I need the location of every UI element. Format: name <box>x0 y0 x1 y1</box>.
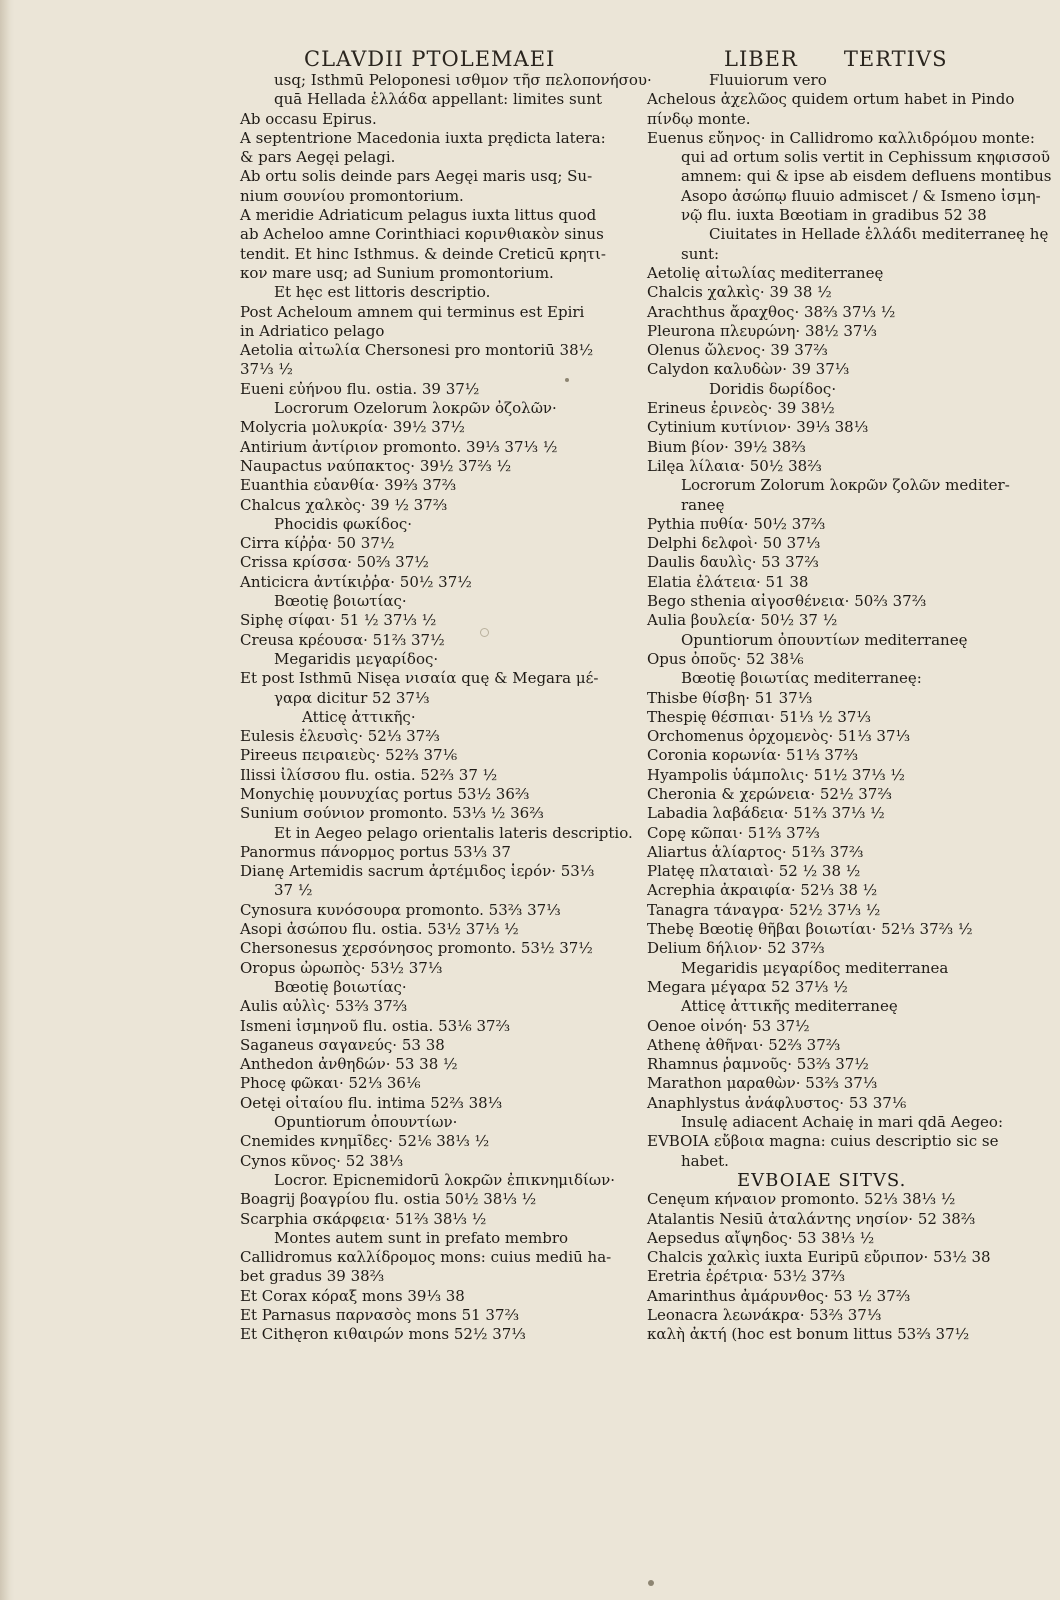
left-running-head: CLAVDII PTOLEMAEI <box>304 47 556 71</box>
left-text-line: Panormus πάνορμος portus 53⅓ 37 <box>240 842 511 861</box>
left-text-line: Dianę Artemidis sacrum ἀρτέμιδος ἱερόν· 53⅓ <box>240 862 595 881</box>
right-text-line: Eretria ἐρέτρια· 53½ 37⅔ <box>647 1267 846 1286</box>
left-text-line: Megaridis μεγαρίδος· <box>274 649 439 668</box>
right-text-line: Labadia λαβάδεια· 51⅔ 37⅓ ½ <box>647 804 885 823</box>
right-text-line: Insulę adiacent Achaię in mari qdā Aegeo: <box>681 1113 1004 1132</box>
left-text-line: Siphę σίφαι· 51 ½ 37⅓ ½ <box>240 611 437 630</box>
left-text-line: A septentrione Macedonia iuxta prędicta latera: <box>240 128 606 147</box>
right-text-line: Acrephia ἀκραιφία· 52⅓ 38 ½ <box>647 881 878 900</box>
left-text-line: Bœotię βοιωτίας· <box>274 977 407 996</box>
ink-dot <box>565 378 569 382</box>
left-text-line: Anticicra ἀντίκιῤῥα· 50½ 37½ <box>240 572 472 591</box>
left-text-line: Oetęi οἰταίου flu. intima 52⅔ 38⅓ <box>240 1093 503 1112</box>
right-text-line: Athenę ἀθῆναι· 52⅔ 37⅔ <box>647 1035 841 1054</box>
right-text-line: Bœotię βοιωτίας mediterraneę: <box>681 669 922 688</box>
right-text-line: Orchomenus ὀρχομενὸς· 51⅓ 37⅓ <box>647 727 911 746</box>
right-text-line: Aulia βουλεία· 50½ 37 ½ <box>647 611 838 630</box>
right-text-line: Pleurona πλευρώνη· 38½ 37⅓ <box>647 321 877 340</box>
left-text-line: Chalcus χαλκὸς· 39 ½ 37⅔ <box>240 495 448 514</box>
right-text-column <box>647 71 1052 1345</box>
left-text-line: Sunium σούνιον promonto. 53⅓ ½ 36⅔ <box>240 804 544 823</box>
left-text-line: Euanthia εὐανθία· 39⅔ 37⅔ <box>240 476 457 495</box>
left-text-line: Chersonesus χερσόνησος promonto. 53½ 37½ <box>240 939 593 958</box>
ink-ring <box>480 628 489 637</box>
right-text-line: Euenus εὔηνος· in Callidromo καλλιδρόμου monte: <box>647 128 1035 147</box>
right-text-line: EVBOIAE SITVS. <box>737 1169 907 1191</box>
left-text-line: Ilissi ἰλίσσου flu. ostia. 52⅔ 37 ½ <box>240 765 498 784</box>
right-text-line: Bego sthenia αἰγοσθένεια· 50⅔ 37⅔ <box>647 592 927 611</box>
right-text-line: Atticę ἀττικῆς mediterraneę <box>681 997 898 1016</box>
left-text-line: Et in Aegeo pelago orientalis lateris descriptio. <box>274 823 633 842</box>
right-text-line: Aepsedus αἴψηδος· 53 38⅓ ½ <box>647 1228 875 1247</box>
left-text-line: Ab ortu solis deinde pars Aegęi maris usq; Su- <box>240 167 593 186</box>
right-text-line: Tanagra τάναγρα· 52½ 37⅓ ½ <box>647 900 881 919</box>
left-text-line: Antirium ἀντίριον promonto. 39⅓ 37⅓ ½ <box>240 437 558 456</box>
right-text-line: Calydon καλυδὼν· 39 37⅓ <box>647 360 850 379</box>
right-text-line: Aliartus ἁλίαρτος· 51⅔ 37⅔ <box>647 842 864 861</box>
right-text-line: Daulis δαυλὶς· 53 37⅔ <box>647 553 819 572</box>
right-text-line: Cenęum κήναιον promonto. 52⅓ 38⅓ ½ <box>647 1190 956 1209</box>
left-text-line: nium σουνίου promontorium. <box>240 186 464 205</box>
right-text-line: EVBOIA εὔβοια magna: cuius descriptio sic se <box>647 1132 999 1151</box>
right-text-line: Cytinium κυτίνιον· 39⅓ 38⅓ <box>647 418 869 437</box>
left-text-line: quā Hellada ἑλλάδα appellant: limites sunt <box>274 90 603 109</box>
left-text-line: Cnemides κνημῖδες· 52⅙ 38⅓ ½ <box>240 1132 490 1151</box>
left-text-column <box>240 71 652 1345</box>
right-text-line: Chalcis χαλκὶς iuxta Euripū εὔριπον· 53½ 38 <box>647 1248 991 1267</box>
right-text-line: Lilęa λίλαια· 50½ 38⅔ <box>647 456 822 475</box>
left-text-line: Aetolia αἰτωλία Chersonesi pro montoriū 38½ <box>240 341 594 360</box>
left-text-line: & pars Aegęi pelagi. <box>240 148 396 167</box>
right-text-line: πίνδῳ monte. <box>647 109 751 128</box>
right-text-line: amnem: qui & ipse ab eisdem defluens montibus <box>681 167 1052 186</box>
left-text-line: Creusa κρέουσα· 51⅔ 37½ <box>240 630 445 649</box>
right-text-line: Megara μέγαρα 52 37⅓ ½ <box>647 977 848 996</box>
right-text-line: Amarinthus ἀμάρυνθος· 53 ½ 37⅔ <box>647 1286 911 1305</box>
left-text-line: Cynos κῦνος· 52 38⅓ <box>240 1151 404 1170</box>
right-text-line: sunt: <box>681 244 720 263</box>
right-text-line: Rhamnus ῥαμνοῦς· 53⅔ 37½ <box>647 1055 869 1074</box>
left-text-line: Locror. Epicnemidorū λοκρῶν ἐπικνημιδίων· <box>274 1170 615 1189</box>
left-text-line: Boagrij βοαγρίου flu. ostia 50½ 38⅓ ½ <box>240 1190 537 1209</box>
book-page <box>14 0 1060 1600</box>
left-text-line: ab Acheloo amne Corinthiaci κορινθιακὸν sinus <box>240 225 604 244</box>
left-text-line: Oropus ὠρωπὸς· 53½ 37⅓ <box>240 958 443 977</box>
left-text-line: Et Cithęron κιθαιρών mons 52½ 37⅓ <box>240 1325 526 1344</box>
left-text-line: in Adriatico pelago <box>240 321 385 340</box>
right-text-line: Achelous ἀχελῶος quidem ortum habet in Pindo <box>647 90 1015 109</box>
left-text-line: Bœotię βοιωτίας· <box>274 592 407 611</box>
right-text-line: qui ad ortum solis vertit in Cephissum κηφισσοῦ <box>681 148 1051 167</box>
left-text-line: Post Acheloum amnem qui terminus est Epiri <box>240 302 585 321</box>
left-text-line: Scarphia σκάρφεια· 51⅔ 38⅓ ½ <box>240 1209 487 1228</box>
right-text-line: Thebę Bœotię θῆβαι βοιωτίαι· 52⅓ 37⅔ ½ <box>647 920 973 939</box>
left-text-line: Opuntiorum ὀπουντίων· <box>274 1113 458 1132</box>
right-text-line: Thespię θέσπιαι· 51⅓ ½ 37⅓ <box>647 707 871 726</box>
left-text-line: Molycria μολυκρία· 39½ 37½ <box>240 418 465 437</box>
right-text-line: Platęę πλαταιαὶ· 52 ½ 38 ½ <box>647 862 861 881</box>
left-text-line: Pireeus πειραιεὺς· 52⅔ 37⅙ <box>240 746 458 765</box>
right-text-line: Atalantis Nesiū ἀταλάντης νησίον· 52 38⅔ <box>647 1209 976 1228</box>
right-text-line: Delphi δελφοὶ· 50 37⅓ <box>647 534 821 553</box>
right-text-line: Marathon μαραθὼν· 53⅔ 37⅓ <box>647 1074 878 1093</box>
left-text-line: 37 ½ <box>274 881 313 900</box>
left-text-line: γαρα dicitur 52 37⅓ <box>274 688 430 707</box>
right-text-line: Elatia ἐλάτεια· 51 38 <box>647 572 809 591</box>
left-text-line: usq; Isthmū Peloponesi ισθμον τῆσ πελοπονήσου· <box>274 71 652 89</box>
right-text-line: Cheronia & χερώνεια· 52½ 37⅔ <box>647 784 892 803</box>
right-text-line: Thisbe θίσβη· 51 37⅓ <box>647 688 813 707</box>
left-text-line: Cirra κίῤῥα· 50 37½ <box>240 534 395 553</box>
left-text-line: Cynosura κυνόσουρα promonto. 53⅔ 37⅓ <box>240 900 561 919</box>
right-text-line: Delium δήλιον· 52 37⅔ <box>647 939 825 958</box>
right-text-line: νῷ flu. iuxta Bœotiam in gradibus 52 38 <box>681 206 987 225</box>
left-text-line: bet gradus 39 38⅔ <box>240 1267 385 1286</box>
right-text-line: Copę κῶπαι· 51⅔ 37⅔ <box>647 823 820 842</box>
right-text-line: Olenus ὤλενος· 39 37⅔ <box>647 341 828 360</box>
right-text-line: Chalcis χαλκὶς· 39 38 ½ <box>647 283 832 302</box>
left-text-line: Atticę ἀττικῆς· <box>302 707 416 726</box>
right-text-line: Fluuiorum vero <box>709 71 827 89</box>
right-text-line: Coronia κορωνία· 51⅓ 37⅔ <box>647 746 859 765</box>
left-text-line: A meridie Adriaticum pelagus iuxta littus quod <box>240 206 597 225</box>
left-text-line: Phocę φῶκαι· 52⅓ 36⅙ <box>240 1074 421 1093</box>
left-text-line: Aulis αὐλὶς· 53⅔ 37⅔ <box>240 997 408 1016</box>
book-spine <box>0 0 14 1600</box>
right-text-line: Hyampolis ὑάμπολις· 51½ 37⅓ ½ <box>647 765 905 784</box>
ink-dot <box>648 1580 654 1586</box>
left-text-line: Monychię μουνυχίας portus 53½ 36⅔ <box>240 784 530 803</box>
left-text-line: Et post Isthmū Nisęa νισαία quę & Megara μέ- <box>240 669 599 688</box>
left-text-line: Montes autem sunt in prefato membro <box>274 1228 569 1247</box>
right-text-line: Oenoe οἰνόη· 53 37½ <box>647 1016 810 1035</box>
left-text-line: Et hęc est littoris descriptio. <box>274 283 491 302</box>
left-text-line: tendit. Et hinc Isthmus. & deinde Creticū κρητι- <box>240 244 606 263</box>
left-text-line: Eulesis ἐλευσὶς· 52⅓ 37⅔ <box>240 727 440 746</box>
right-text-line: Leonacra λεωνάκρα· 53⅔ 37⅓ <box>647 1306 882 1324</box>
right-text-line: Aetolię αἰτωλίας mediterraneę <box>647 263 884 282</box>
left-text-line: Callidromus καλλίδρομος mons: cuius mediū ha- <box>240 1248 612 1267</box>
left-text-line: Eueni εὐήνου flu. ostia. 39 37½ <box>240 379 480 398</box>
right-text-line: Anaphlystus ἀνάφλυστος· 53 37⅙ <box>647 1093 907 1112</box>
right-text-line: Doridis δωρίδος· <box>709 379 837 398</box>
right-text-line: Megaridis μεγαρίδος mediterranea <box>681 958 949 977</box>
left-text-line: Ismeni ἰσμηνοῦ flu. ostia. 53⅙ 37⅔ <box>240 1016 511 1035</box>
left-text-line: κον mare usq; ad Sunium promontorium. <box>240 263 554 282</box>
left-text-line: Crissa κρίσσα· 50⅔ 37½ <box>240 553 429 572</box>
right-text-line: raneę <box>681 495 725 514</box>
right-text-line: Asopo ἀσώπῳ fluuio admiscet / & Ismeno ἰσμη- <box>681 186 1041 205</box>
right-text-line: Arachthus ἄραχθος· 38⅔ 37⅓ ½ <box>647 302 896 321</box>
right-text-line: Erineus ἐρινεὸς· 39 38½ <box>647 399 835 418</box>
right-text-line: Ciuitates in Hellade ἑλλάδι mediterraneę hę <box>709 225 1049 244</box>
left-text-line: Ab occasu Epirus. <box>240 109 377 128</box>
left-text-line: Locrorum Ozelorum λοκρῶν ὀζολῶν· <box>274 399 557 418</box>
left-text-line: Phocidis φωκίδος· <box>274 514 413 533</box>
left-text-line: Et Parnasus παρνασὸς mons 51 37⅔ <box>240 1306 520 1324</box>
left-text-line: Saganeus σαγανεύς· 53 38 <box>240 1035 445 1054</box>
left-text-line: Asopi ἀσώπου flu. ostia. 53½ 37⅓ ½ <box>240 920 519 939</box>
right-text-line: habet. <box>681 1151 729 1170</box>
left-text-line: Anthedon ἀνθηδών· 53 38 ½ <box>240 1055 458 1074</box>
left-text-line: Et Corax κόραξ mons 39⅓ 38 <box>240 1286 465 1305</box>
left-text-line: Naupactus ναύπακτος· 39½ 37⅔ ½ <box>240 456 512 475</box>
right-text-line: καλὴ ἀκτή (hoc est bonum littus 53⅔ 37½ <box>647 1325 970 1344</box>
right-text-line: Pythia πυθία· 50½ 37⅔ <box>647 514 826 533</box>
right-text-line: Locrorum Zolorum λοκρῶν ζολῶν mediter- <box>681 476 1010 495</box>
left-text-line: 37⅓ ½ <box>240 360 293 379</box>
right-text-line: Bium βίον· 39½ 38⅔ <box>647 437 806 456</box>
right-text-line: Opus ὀποῦς· 52 38⅙ <box>647 649 804 668</box>
right-text-line: Opuntiorum ὀπουντίων mediterraneę <box>681 630 968 649</box>
right-running-head: LIBER TERTIVS <box>724 47 948 71</box>
